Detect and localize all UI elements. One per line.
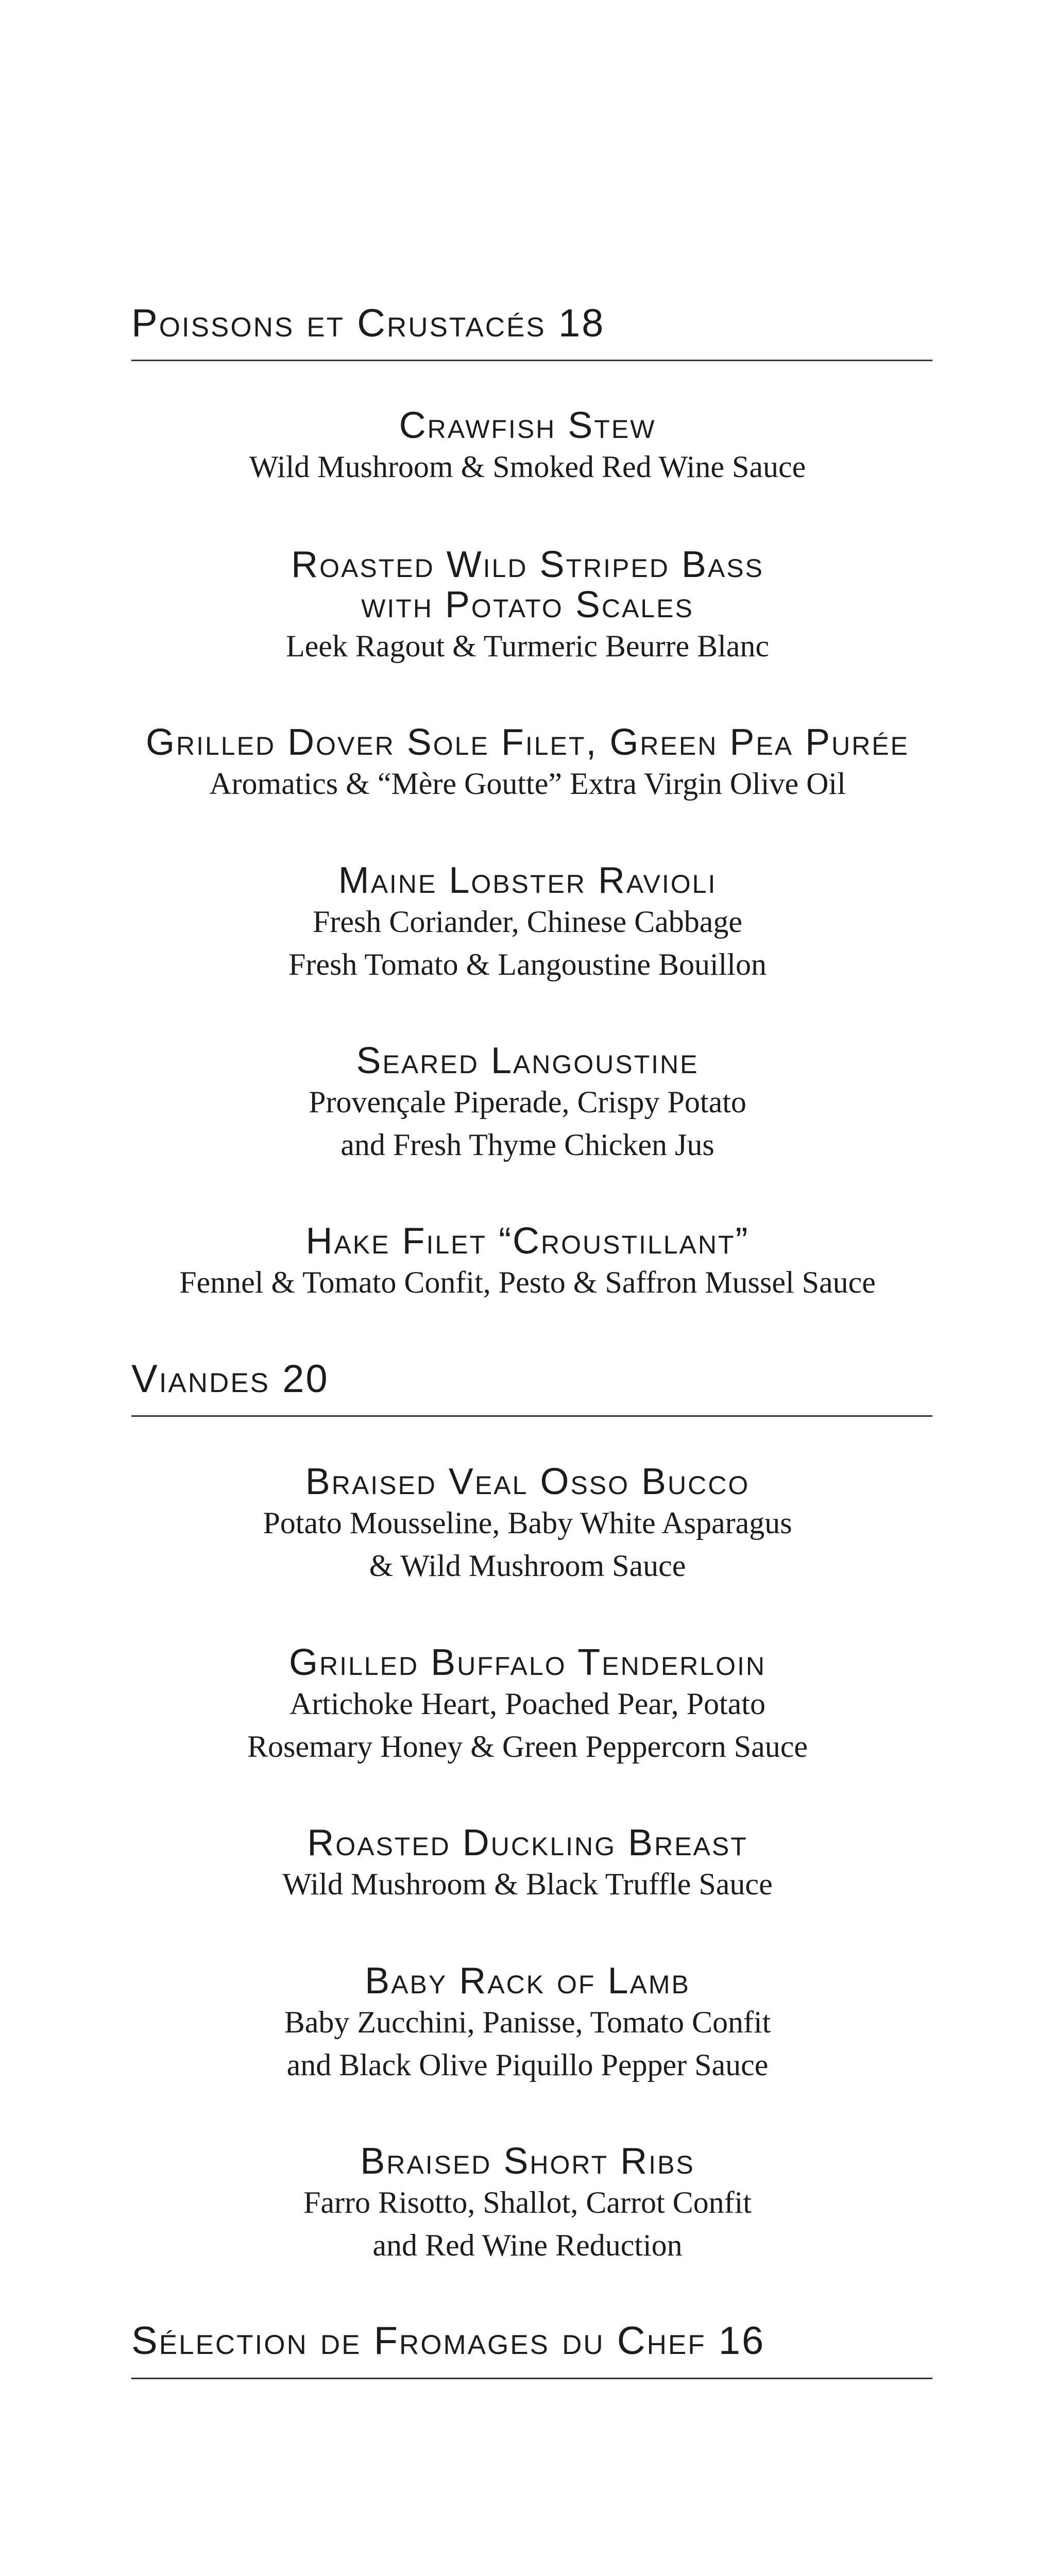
dish-name: Roasted Wild Striped Bass	[291, 544, 764, 585]
dish-name: Baby Rack of Lamb	[365, 1960, 690, 2002]
dish-description-continued: & Wild Mushroom Sauce	[369, 1549, 686, 1583]
dish-maine-lobster-ravioli	[115, 860, 940, 986]
section-divider	[131, 360, 932, 361]
dish-hake-filet-croustillant	[115, 1221, 940, 1304]
section-divider	[131, 2378, 932, 2379]
dish-description: Baby Zucchini, Panisse, Tomato Confit	[284, 2005, 771, 2039]
dish-name: Braised Short Ribs	[360, 2141, 695, 2182]
section-title: Sélection de Fromages du Chef 16	[131, 2319, 765, 2363]
dish-description: Potato Mousseline, Baby White Asparagus	[263, 1506, 792, 1540]
dish-description: Fresh Coriander, Chinese Cabbage	[312, 905, 743, 939]
dish-name: Maine Lobster Ravioli	[338, 860, 717, 901]
dish-description-continued: and Black Olive Piquillo Pepper Sauce	[286, 2048, 769, 2082]
dish-description-continued: Fresh Tomato & Langoustine Bouillon	[288, 947, 767, 981]
dish-braised-veal-osso-bucco	[115, 1462, 940, 1587]
section-header-viandes	[131, 1359, 932, 1400]
section-header-fromages	[131, 2320, 932, 2362]
dish-description: Fennel & Tomato Confit, Pesto & Saffron Mussel Sauce	[179, 1265, 876, 1299]
dish-description-continued: and Red Wine Reduction	[372, 2228, 683, 2262]
dish-description: Leek Ragout & Turmeric Beurre Blanc	[285, 629, 770, 663]
dish-name: Grilled Buffalo Tenderloin	[289, 1642, 766, 1683]
dish-name: Roasted Duckling Breast	[307, 1822, 748, 1863]
dish-description: Wild Mushroom & Black Truffle Sauce	[282, 1867, 773, 1901]
section-divider	[131, 1415, 932, 1417]
dish-description-continued: Rosemary Honey & Green Peppercorn Sauce	[247, 1730, 808, 1764]
dish-baby-rack-of-lamb	[115, 1961, 940, 2087]
dish-description: Farro Risotto, Shallot, Carrot Confit	[303, 2185, 752, 2219]
dish-description: Provençale Piperade, Crispy Potato	[309, 1085, 746, 1119]
dish-roasted-wild-striped-bass	[115, 545, 940, 668]
dish-grilled-buffalo-tenderloin	[115, 1642, 940, 1768]
section-title: Poissons et Crustacés 18	[131, 301, 605, 345]
dish-seared-langoustine	[115, 1041, 940, 1166]
dish-name: Hake Filet “Croustillant”	[305, 1221, 750, 1262]
dish-crawfish-stew	[115, 405, 940, 488]
dish-name-continued: with Potato Scales	[361, 584, 694, 625]
dish-description: Wild Mushroom & Smoked Red Wine Sauce	[249, 450, 806, 484]
dish-name: Grilled Dover Sole Filet, Green Pea Purée	[145, 722, 910, 763]
section-header-poissons	[131, 303, 932, 344]
dish-description-continued: and Fresh Thyme Chicken Jus	[341, 1128, 714, 1162]
dish-name: Braised Veal Osso Bucco	[305, 1461, 750, 1502]
dish-description: Artichoke Heart, Poached Pear, Potato	[290, 1687, 765, 1721]
dish-braised-short-ribs	[115, 2141, 940, 2267]
dish-grilled-dover-sole	[115, 722, 940, 805]
dish-roasted-duckling-breast	[115, 1823, 940, 1906]
section-title: Viandes 20	[131, 1357, 329, 1401]
dish-name: Crawfish Stew	[399, 405, 656, 446]
dish-name: Seared Langoustine	[356, 1040, 699, 1081]
dish-description: Aromatics & “Mère Goutte” Extra Virgin Olive Oil	[209, 767, 846, 801]
